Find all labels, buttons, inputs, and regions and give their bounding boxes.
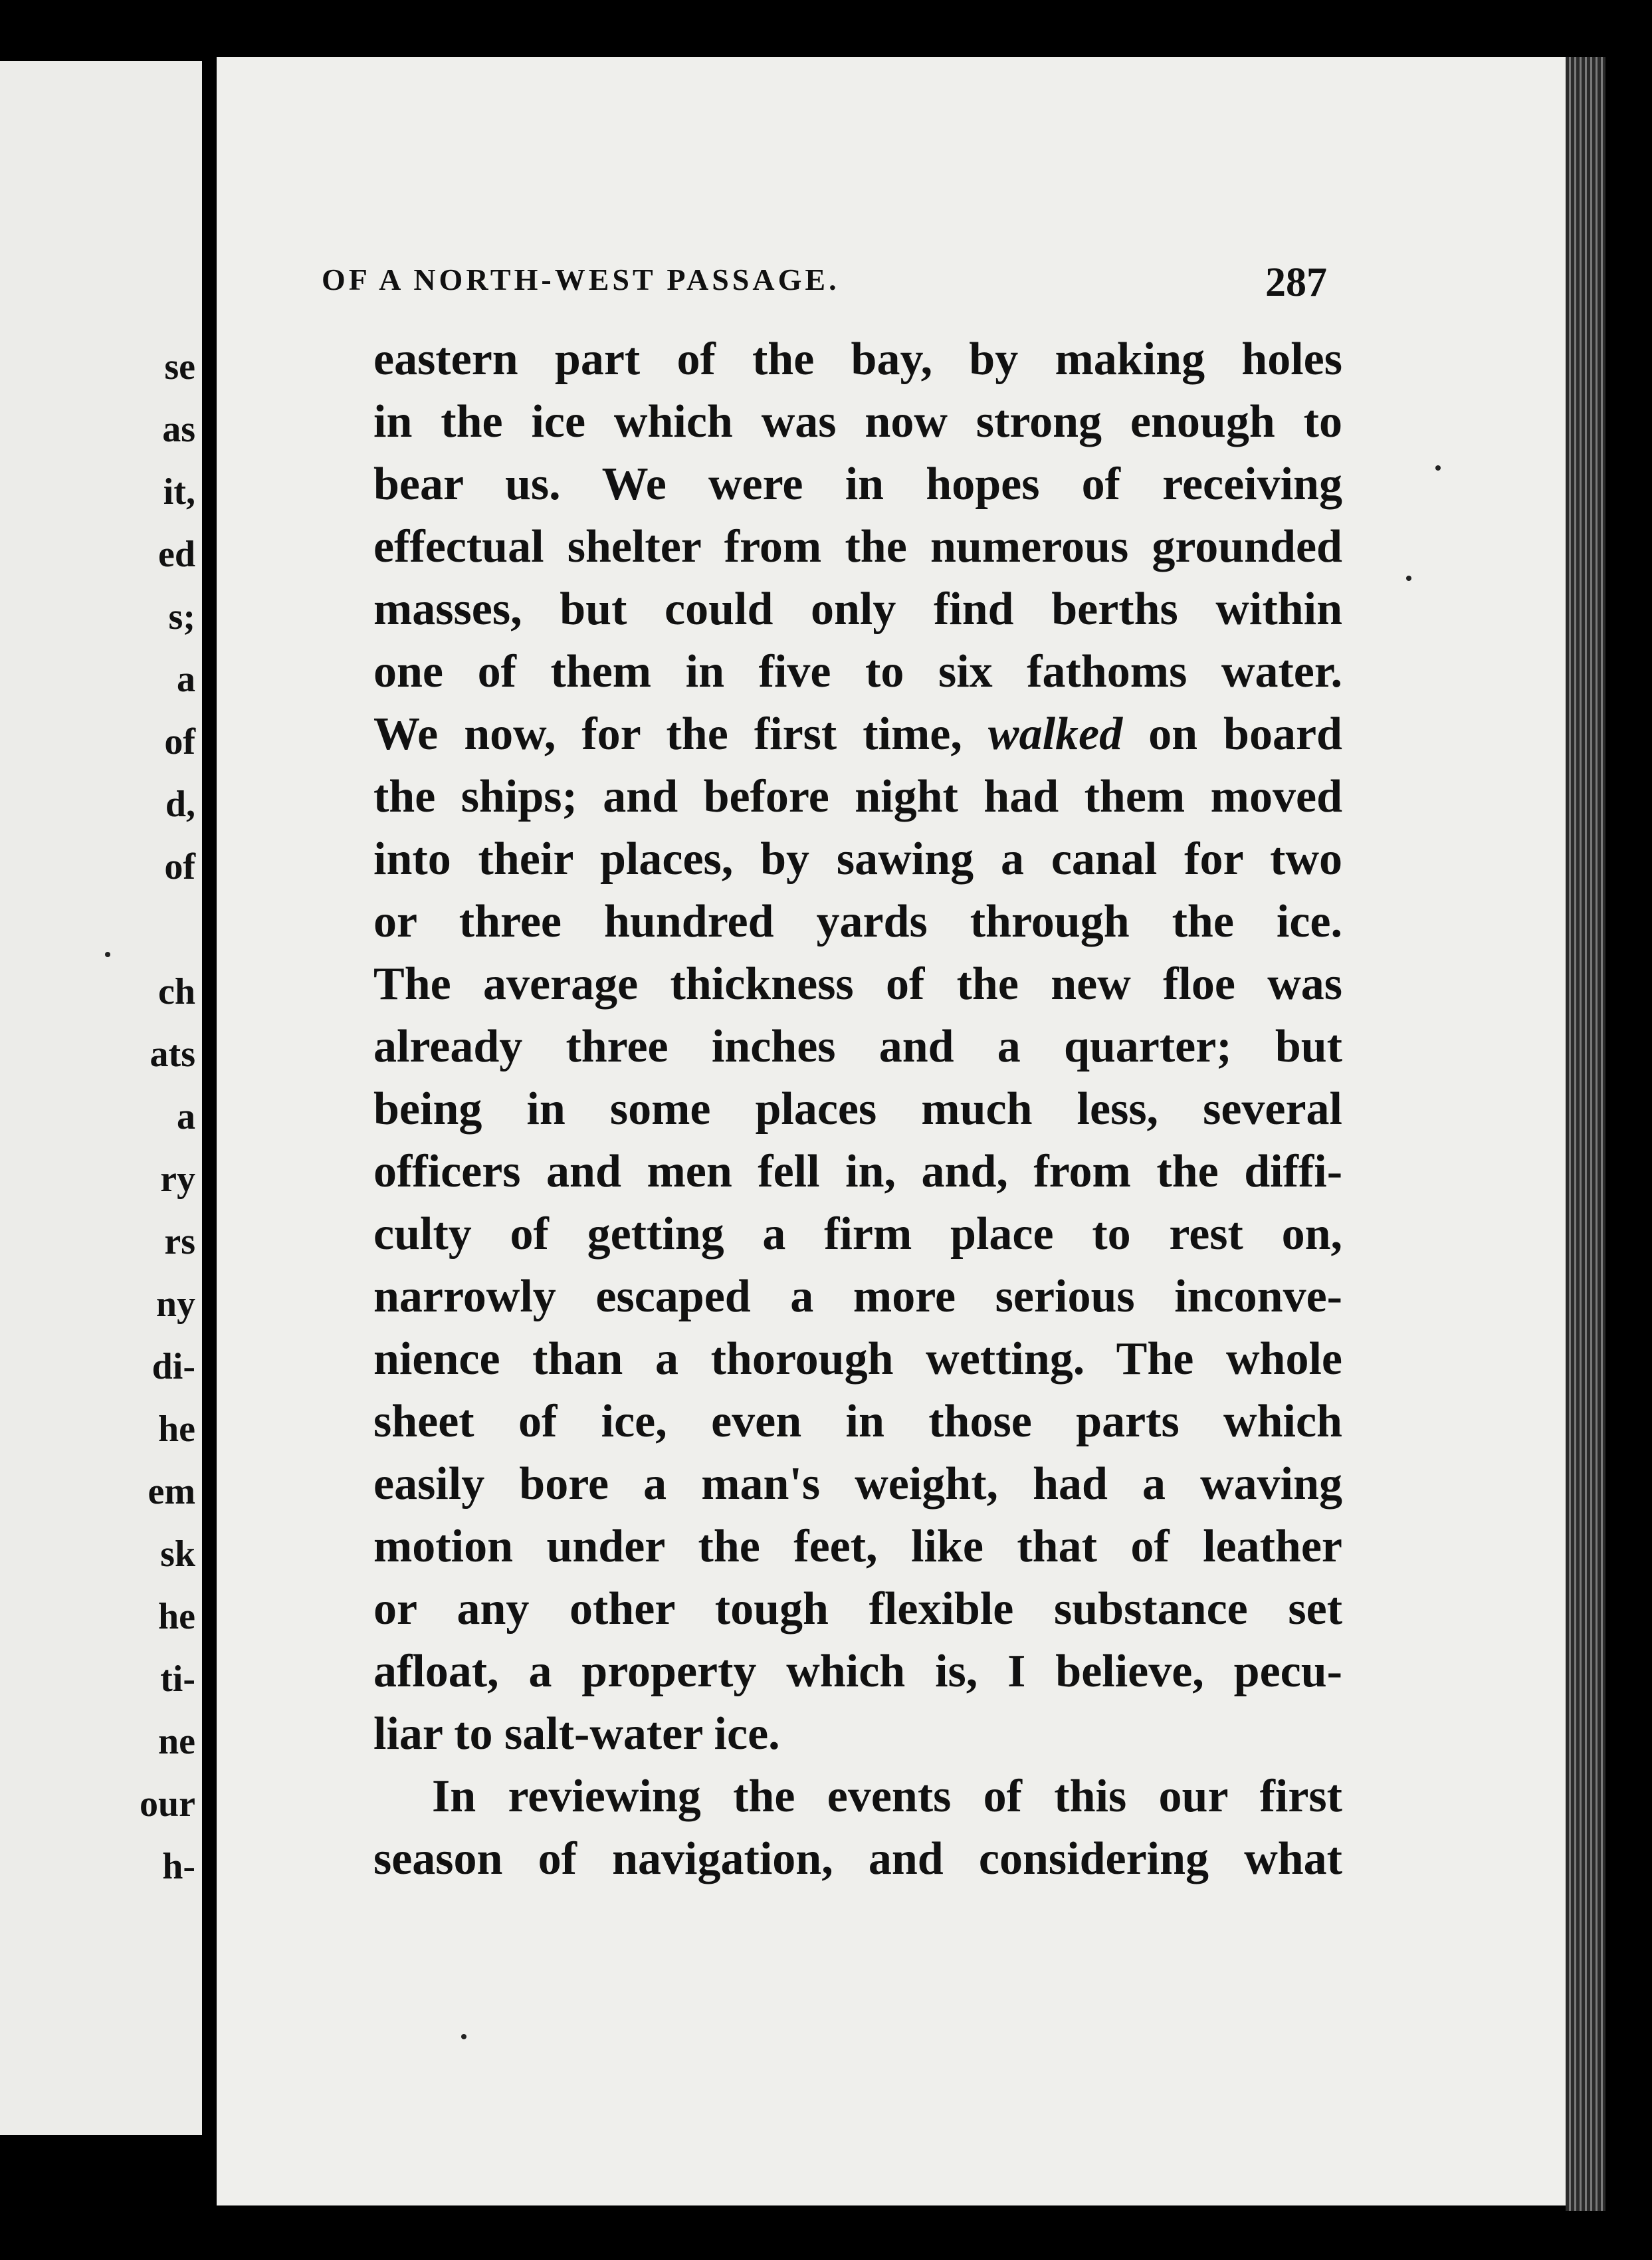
text-line: one of them in five to six fathoms water.: [373, 646, 1342, 697]
left-page-line: he: [158, 1596, 195, 1637]
page-stack-edge: [1566, 57, 1605, 2211]
text-line: into their places, by sawing a canal for two: [373, 834, 1342, 885]
left-page-fragment: [0, 61, 202, 2135]
left-page-line: di-: [152, 1346, 195, 1387]
left-page-line: a: [177, 1096, 195, 1137]
italic-word: walked: [987, 709, 1123, 760]
text-line: culty of getting a firm place to rest on,: [373, 1208, 1342, 1260]
left-page-line: ne: [158, 1721, 195, 1762]
text-line: already three inches and a quarter; but: [373, 1021, 1342, 1072]
text-line: narrowly escaped a more serious inconve-: [373, 1271, 1342, 1322]
left-page-line: ats: [150, 1034, 195, 1075]
left-page-line: ch: [158, 971, 195, 1012]
text-line: afloat, a property which is, I believe, pecu-: [373, 1646, 1342, 1697]
left-page-line: sk: [160, 1533, 195, 1575]
left-page-line: ti-: [160, 1658, 195, 1700]
text-line: [373, 711, 1342, 758]
text-line: or any other tough flexible substance set: [373, 1583, 1342, 1635]
text-line: easily bore a man's weight, had a waving: [373, 1458, 1342, 1510]
running-header: OF A NORTH-WEST PASSAGE.: [322, 263, 840, 296]
left-page-line: rs: [164, 1221, 195, 1262]
left-page-line: a: [177, 659, 195, 700]
left-page-line: as: [162, 409, 195, 450]
text-line: eastern part of the bay, by making holes: [373, 334, 1342, 385]
left-page-line: it,: [163, 471, 195, 512]
left-page-line: he: [158, 1409, 195, 1450]
text-line: The average thickness of the new floe was: [373, 959, 1342, 1010]
paragraph-first-line: In reviewing the events of this our first: [432, 1771, 1342, 1822]
scan-speck: [105, 952, 110, 957]
left-page-line: s;: [168, 596, 195, 637]
text-line: officers and men fell in, and, from the diffi-: [373, 1146, 1342, 1197]
text-line: the ships; and before night had them moved: [373, 771, 1342, 822]
text-line: nience than a thorough wetting. The whole: [373, 1333, 1342, 1385]
left-page-line: d,: [165, 784, 195, 825]
left-page-line: ry: [160, 1159, 195, 1200]
page-number: 287: [1265, 260, 1327, 305]
left-page-line: of: [164, 721, 195, 762]
text-line: effectual shelter from the numerous grounded: [373, 521, 1342, 572]
scan-speck: [1435, 465, 1441, 471]
left-page-line: of: [164, 846, 195, 887]
text-line: motion under the feet, like that of leather: [373, 1521, 1342, 1572]
text-line: or three hundred yards through the ice.: [373, 896, 1342, 947]
left-page-line: h-: [162, 1846, 195, 1887]
text-line: liar to salt-water ice.: [373, 1708, 780, 1759]
left-page-line: ny: [155, 1284, 195, 1325]
text-line: bear us. We were in hopes of receiving: [373, 459, 1342, 510]
text-line: sheet of ice, even in those parts which: [373, 1396, 1342, 1447]
text-segment: on board: [1148, 709, 1342, 760]
left-page-line: se: [164, 346, 195, 388]
text-line: masses, but could only find berths within: [373, 584, 1342, 635]
scan-speck: [1406, 576, 1411, 581]
left-page-line: our: [140, 1783, 195, 1825]
left-page-line: ed: [158, 534, 195, 575]
scan-speck: [461, 2034, 466, 2039]
text-segment: We now, for the first time,: [373, 709, 962, 760]
text-line: season of navigation, and considering what: [373, 1833, 1342, 1884]
text-line: being in some places much less, several: [373, 1083, 1342, 1135]
left-page-line: em: [148, 1471, 195, 1512]
text-line: in the ice which was now strong enough to: [373, 396, 1342, 447]
